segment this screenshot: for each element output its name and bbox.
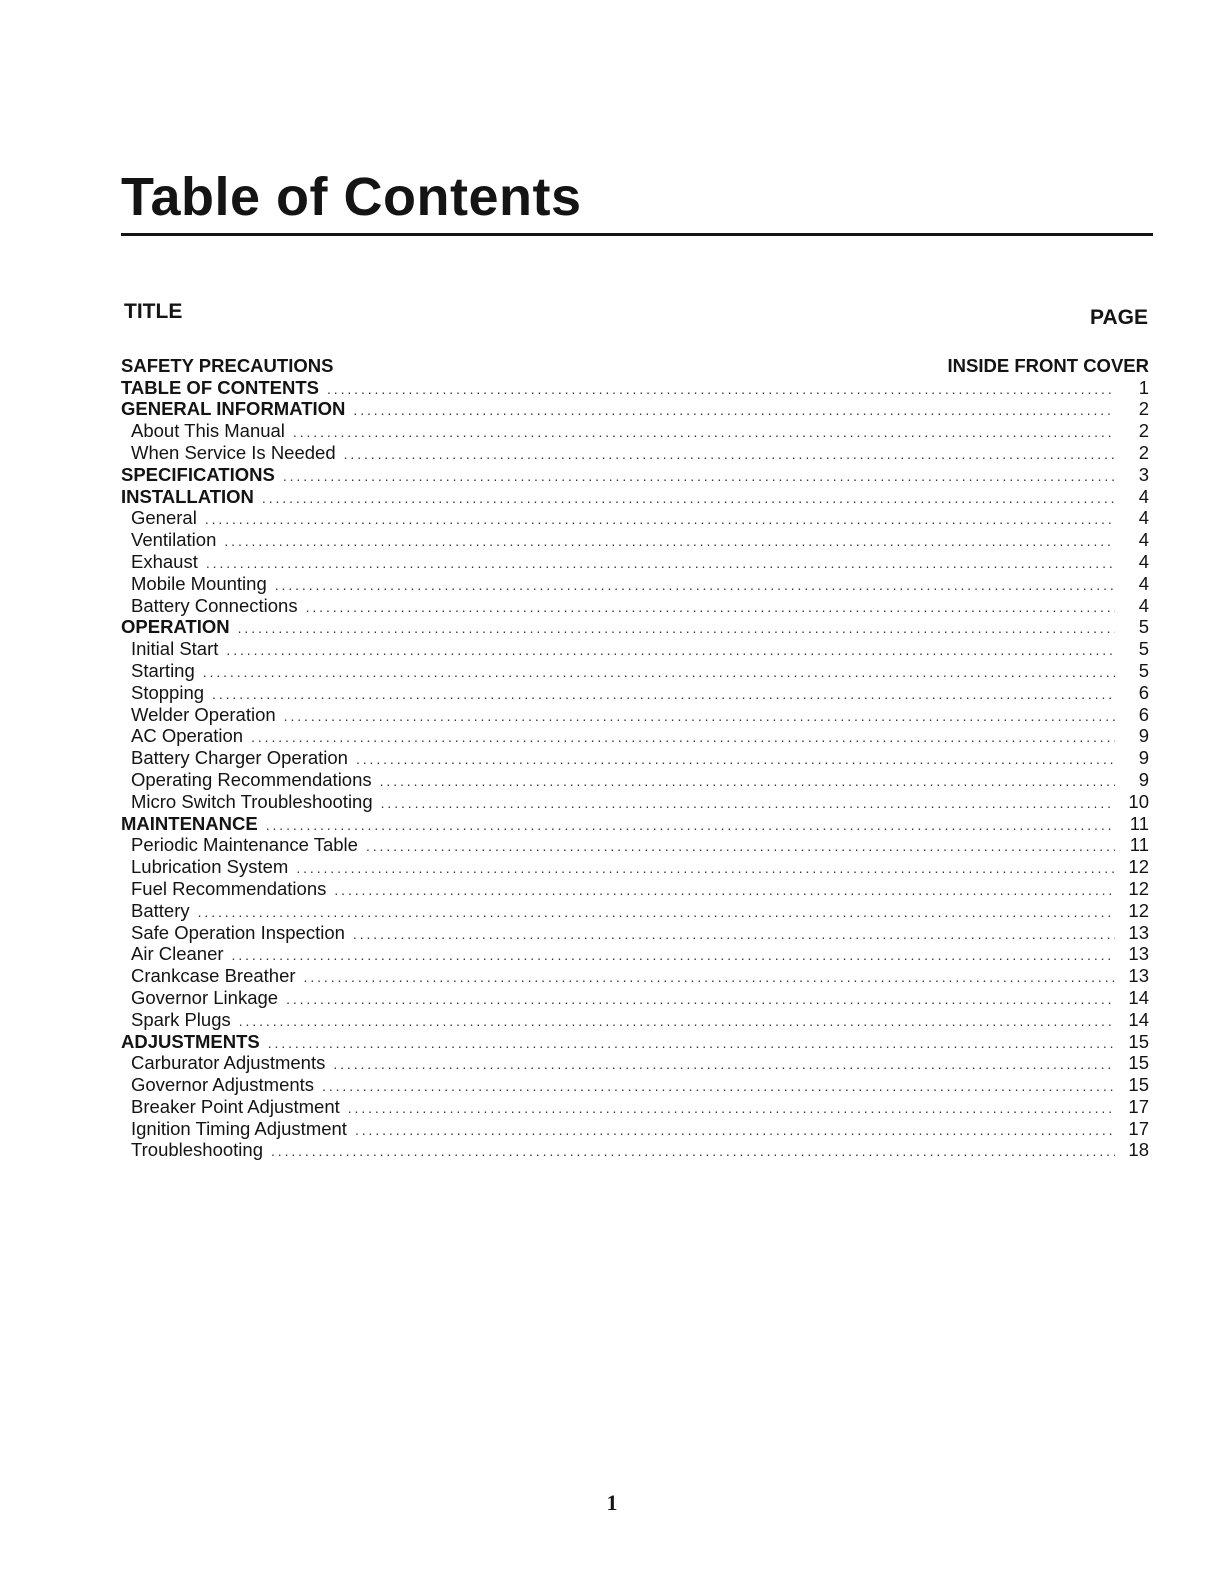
toc-subsection-entry bbox=[121, 441, 1149, 463]
toc-entry-page: 13 bbox=[1128, 921, 1149, 943]
toc-entry-page: 4 bbox=[1138, 550, 1149, 572]
toc-entry-label: Fuel Recommendations bbox=[131, 877, 327, 899]
toc-entry-label: Battery bbox=[131, 899, 190, 921]
title-column-header: TITLE bbox=[124, 300, 183, 323]
dot-leader bbox=[205, 511, 1115, 528]
dot-leader bbox=[232, 947, 1115, 964]
toc-entry-page: 6 bbox=[1138, 703, 1149, 725]
dot-leader bbox=[344, 446, 1115, 463]
dot-leader bbox=[355, 1122, 1115, 1139]
toc-entry-page: 17 bbox=[1128, 1095, 1149, 1117]
toc-subsection-entry bbox=[121, 594, 1149, 616]
toc-subsection-entry bbox=[121, 572, 1149, 594]
toc-entry-page: 4 bbox=[1138, 485, 1149, 507]
toc-entry-label: Starting bbox=[131, 659, 195, 681]
toc-subsection-entry bbox=[121, 528, 1149, 550]
dot-leader bbox=[381, 795, 1115, 812]
toc-subsection-entry bbox=[121, 1052, 1149, 1074]
dot-leader bbox=[296, 860, 1115, 877]
toc-entry-label: OPERATION bbox=[121, 616, 230, 638]
toc-entry-label: Safe Operation Inspection bbox=[131, 921, 345, 943]
toc-entry-page: INSIDE FRONT COVER bbox=[947, 354, 1149, 376]
toc-entry-label: INSTALLATION bbox=[121, 485, 254, 507]
dot-leader bbox=[226, 642, 1115, 659]
toc-entry-label: Troubleshooting bbox=[131, 1139, 263, 1161]
toc-entry-page: 10 bbox=[1128, 790, 1149, 812]
toc-entry-page: 9 bbox=[1138, 768, 1149, 790]
toc-entry-page: 2 bbox=[1138, 441, 1149, 463]
dot-leader bbox=[333, 1056, 1115, 1073]
toc-entry-page: 1 bbox=[1138, 376, 1149, 398]
toc-subsection-entry bbox=[121, 419, 1149, 441]
dot-leader bbox=[306, 599, 1115, 616]
toc-entry-page: 3 bbox=[1138, 463, 1149, 485]
toc-entry-label: Stopping bbox=[131, 681, 205, 703]
toc-entry-page: 17 bbox=[1128, 1117, 1149, 1139]
toc-entry-label: Mobile Mounting bbox=[131, 572, 267, 594]
toc-subsection-entry bbox=[121, 877, 1149, 899]
dot-leader bbox=[293, 424, 1115, 441]
dot-leader bbox=[353, 402, 1115, 419]
dot-leader bbox=[327, 381, 1115, 398]
toc-entry-page: 6 bbox=[1138, 681, 1149, 703]
toc-entry-label: Periodic Maintenance Table bbox=[131, 834, 358, 856]
toc-subsection-entry bbox=[121, 964, 1149, 986]
toc-section-entry bbox=[121, 398, 1149, 420]
dot-leader bbox=[366, 838, 1115, 855]
toc-section-entry bbox=[121, 463, 1149, 485]
toc-subsection-entry bbox=[121, 681, 1149, 703]
toc-subsection-entry bbox=[121, 986, 1149, 1008]
toc-section-entry bbox=[121, 376, 1149, 398]
dot-leader bbox=[286, 991, 1115, 1008]
toc-subsection-entry bbox=[121, 550, 1149, 572]
toc-entry-page: 9 bbox=[1138, 725, 1149, 747]
dot-leader bbox=[348, 1100, 1115, 1117]
toc-subsection-entry bbox=[121, 768, 1149, 790]
dot-leader bbox=[198, 904, 1115, 921]
toc-entry-page: 2 bbox=[1138, 420, 1149, 442]
toc-subsection-entry bbox=[121, 1117, 1149, 1139]
toc-entry-label: AC Operation bbox=[131, 725, 244, 747]
toc-subsection-entry bbox=[121, 1073, 1149, 1095]
toc-subsection-entry bbox=[121, 703, 1149, 725]
dot-leader bbox=[268, 1035, 1115, 1052]
toc-entry-page: 13 bbox=[1128, 965, 1149, 987]
toc-entry-label: GENERAL INFORMATION bbox=[121, 398, 346, 420]
toc-subsection-entry bbox=[121, 507, 1149, 529]
toc-entry-page: 11 bbox=[1129, 834, 1149, 856]
dot-leader bbox=[304, 969, 1115, 986]
dot-leader bbox=[284, 708, 1115, 725]
toc-subsection-entry bbox=[121, 790, 1149, 812]
toc-entry-label: Welder Operation bbox=[131, 703, 276, 725]
toc-entry-page: 12 bbox=[1128, 856, 1149, 878]
toc-entry-label: When Service Is Needed bbox=[131, 441, 336, 463]
dot-leader bbox=[212, 686, 1115, 703]
toc-entry-label: MAINTENANCE bbox=[121, 812, 258, 834]
toc-section-entry bbox=[121, 1030, 1149, 1052]
toc-entry-label: Battery Charger Operation bbox=[131, 747, 348, 769]
dot-leader bbox=[283, 468, 1115, 485]
toc-entry-label: SPECIFICATIONS bbox=[121, 463, 275, 485]
toc-entry-page: 4 bbox=[1138, 594, 1149, 616]
toc-entry-page: 15 bbox=[1128, 1052, 1149, 1074]
toc-entry-label: Initial Start bbox=[131, 638, 219, 660]
toc-entry-page: 4 bbox=[1138, 529, 1149, 551]
toc-subsection-entry bbox=[121, 637, 1149, 659]
toc-entry-page: 12 bbox=[1128, 877, 1149, 899]
toc-subsection-entry bbox=[121, 899, 1149, 921]
dot-leader bbox=[322, 1078, 1115, 1095]
toc-entry-label: Governor Adjustments bbox=[131, 1074, 315, 1096]
toc-entry-page: 9 bbox=[1138, 747, 1149, 769]
toc-entry-label: About This Manual bbox=[131, 420, 285, 442]
toc-entry-page: 5 bbox=[1138, 659, 1149, 681]
toc-section-entry bbox=[121, 485, 1149, 507]
page-title: Table of Contents bbox=[121, 167, 582, 227]
toc-list bbox=[121, 354, 1149, 1160]
page-number: 1 bbox=[606, 1490, 618, 1515]
toc-entry-label: Crankcase Breather bbox=[131, 965, 296, 987]
toc-subsection-entry bbox=[121, 746, 1149, 768]
toc-subsection-entry bbox=[121, 1139, 1149, 1161]
toc-section-entry bbox=[121, 812, 1149, 834]
dot-leader bbox=[356, 751, 1115, 768]
title-underline bbox=[121, 233, 1153, 236]
toc-entry-label: Air Cleaner bbox=[131, 943, 224, 965]
dot-leader bbox=[353, 926, 1115, 943]
toc-entry-label: General bbox=[131, 507, 197, 529]
dot-leader bbox=[275, 577, 1115, 594]
toc-entry-page: 18 bbox=[1128, 1139, 1149, 1161]
dot-leader bbox=[203, 664, 1115, 681]
dot-leader bbox=[251, 729, 1115, 746]
toc-entry-label: Exhaust bbox=[131, 550, 198, 572]
toc-subsection-entry bbox=[121, 1095, 1149, 1117]
toc-entry-label: Micro Switch Troubleshooting bbox=[131, 790, 373, 812]
toc-entry-page: 13 bbox=[1128, 943, 1149, 965]
toc-entry-page: 12 bbox=[1128, 899, 1149, 921]
toc-entry-label: Ignition Timing Adjustment bbox=[131, 1117, 347, 1139]
dot-leader bbox=[271, 1143, 1115, 1160]
toc-subsection-entry bbox=[121, 1008, 1149, 1030]
page-column-header: PAGE bbox=[1090, 306, 1148, 329]
toc-entry-page: 2 bbox=[1138, 398, 1149, 420]
toc-entry-page: 4 bbox=[1138, 572, 1149, 594]
toc-entry-page: 5 bbox=[1138, 638, 1149, 660]
toc-entry-label: Breaker Point Adjustment bbox=[131, 1095, 340, 1117]
toc-entry-page: 14 bbox=[1128, 1008, 1149, 1030]
toc-entry-page: 4 bbox=[1138, 507, 1149, 529]
toc-subsection-entry bbox=[121, 659, 1149, 681]
toc-section-entry bbox=[121, 616, 1149, 638]
toc-entry-label: Ventilation bbox=[131, 529, 217, 551]
dot-leader bbox=[262, 490, 1115, 507]
toc-entry-label: Carburator Adjustments bbox=[131, 1052, 326, 1074]
toc-entry-label: TABLE OF CONTENTS bbox=[121, 376, 320, 398]
dot-leader bbox=[334, 882, 1115, 899]
toc-section-entry bbox=[121, 354, 1149, 376]
dot-leader bbox=[224, 533, 1115, 550]
toc-entry-page: 14 bbox=[1128, 986, 1149, 1008]
toc-entry-label: SAFETY PRECAUTIONS bbox=[121, 354, 334, 376]
toc-entry-label: Spark Plugs bbox=[131, 1008, 231, 1030]
toc-entry-label: Operating Recommendations bbox=[131, 768, 372, 790]
toc-entry-page: 15 bbox=[1128, 1030, 1149, 1052]
toc-subsection-entry bbox=[121, 943, 1149, 965]
toc-entry-label: Lubrication System bbox=[131, 856, 289, 878]
toc-subsection-entry bbox=[121, 725, 1149, 747]
toc-entry-label: Battery Connections bbox=[131, 594, 298, 616]
toc-subsection-entry bbox=[121, 921, 1149, 943]
toc-subsection-entry bbox=[121, 855, 1149, 877]
dot-leader bbox=[380, 773, 1115, 790]
toc-entry-label: ADJUSTMENTS bbox=[121, 1030, 260, 1052]
dot-leader bbox=[206, 555, 1115, 572]
toc-entry-page: 11 bbox=[1129, 812, 1149, 834]
toc-entry-page: 15 bbox=[1128, 1074, 1149, 1096]
dot-leader bbox=[239, 1013, 1115, 1030]
toc-subsection-entry bbox=[121, 834, 1149, 856]
toc-entry-page: 5 bbox=[1138, 616, 1149, 638]
dot-leader bbox=[266, 817, 1115, 834]
dot-leader bbox=[238, 620, 1115, 637]
toc-entry-label: Governor Linkage bbox=[131, 986, 279, 1008]
